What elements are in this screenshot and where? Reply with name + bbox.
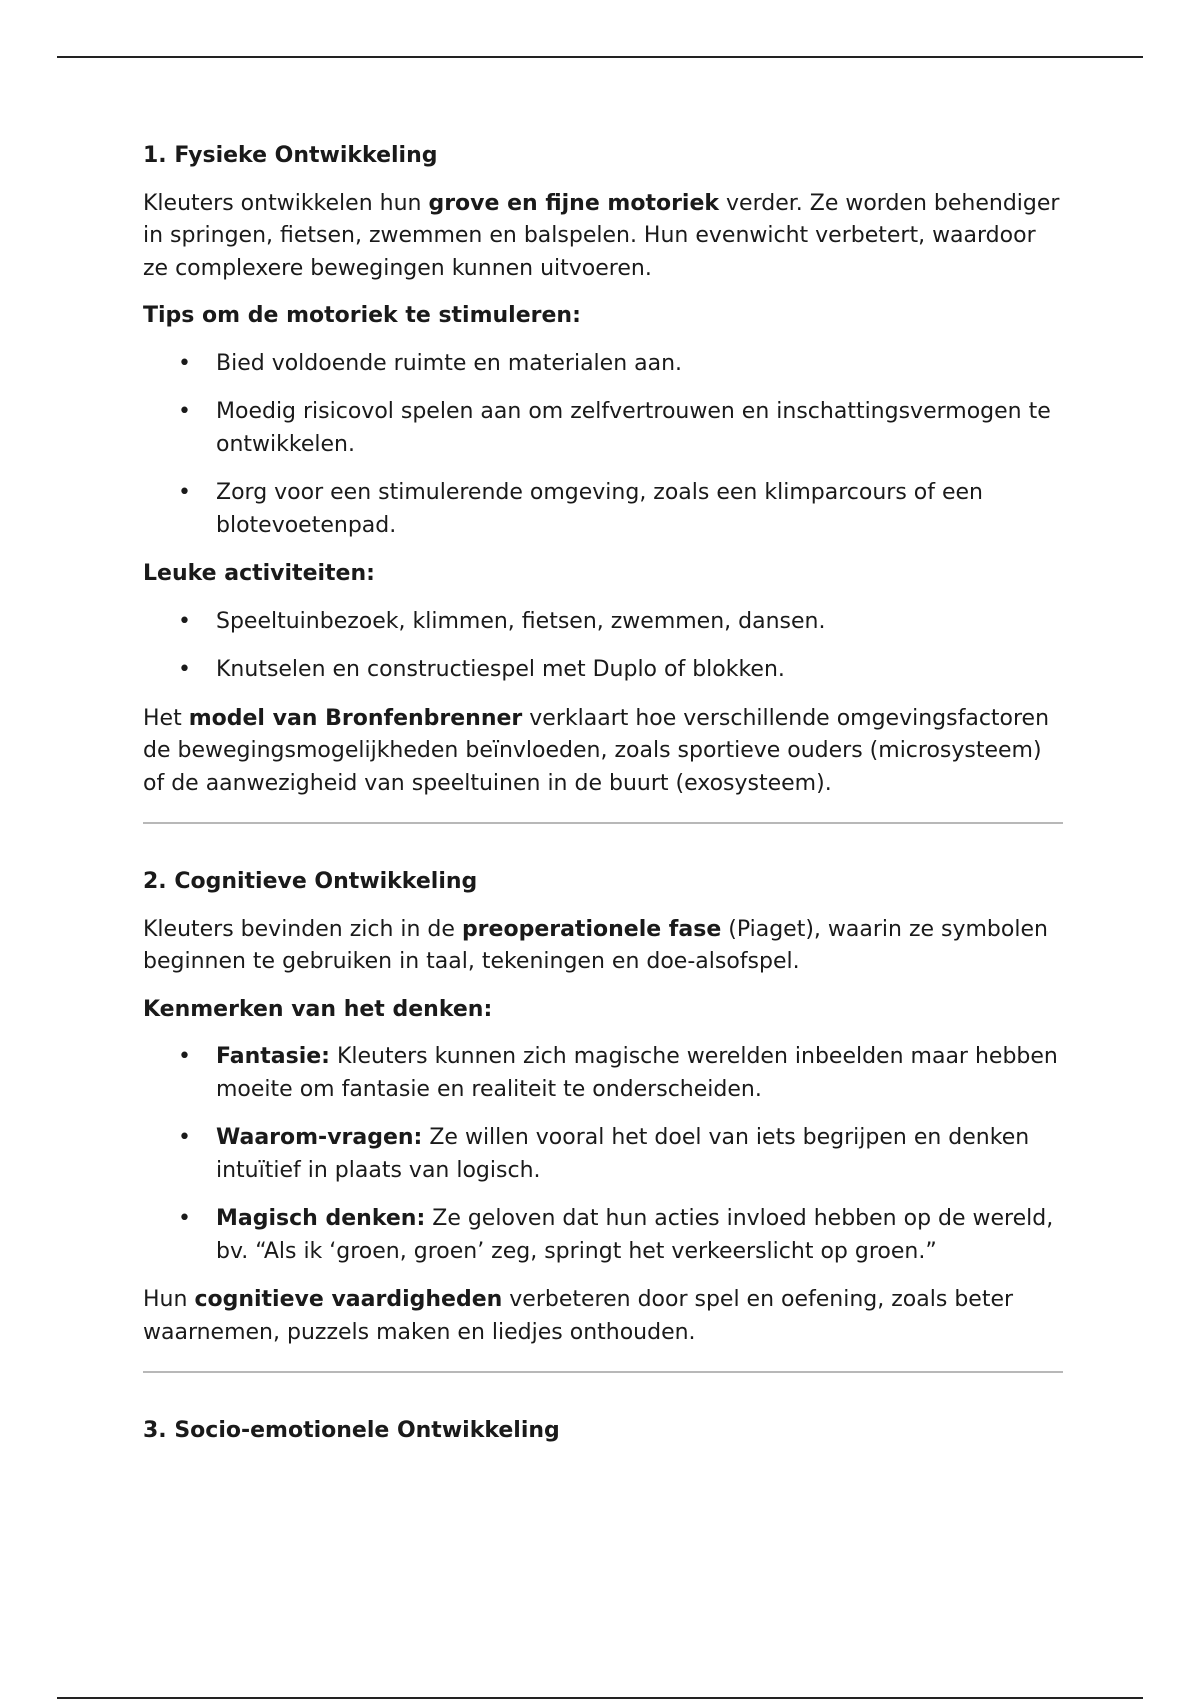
page-top-rule [57, 56, 1143, 58]
activities-list [143, 606, 1063, 687]
list-item: • Waarom-vragen: Ze willen vooral het doel van iets begrijpen en denken intuïtief in plaats van logisch. [143, 1122, 1063, 1187]
list-item: • Zorg voor een stimulerende omgeving, zoals een klimparcours of een blotevoetenpad. [143, 477, 1063, 542]
section-cognitieve-ontwikkeling [143, 866, 1063, 1349]
section-outro-paragraph: Hun cognitieve vaardigheden verbeteren door spel en oefening, zoals beter waarnemen, puzzels maken en liedjes onthouden. [143, 1287, 1014, 1345]
traits-subheading: Kenmerken van het denken: [143, 996, 493, 1022]
traits-list [143, 1041, 1063, 1268]
list-item: • Moedig risicovol spelen aan om zelfvertrouwen en inschattingsvermogen te ontwikkelen. [143, 396, 1063, 461]
section-intro-paragraph: Kleuters ontwikkelen hun grove en fijne motoriek verder. Ze worden behendiger in springen, fietsen, zwemmen en balspelen. Hun evenwicht verbetert, waardoor ze complexere bewegingen kunnen uitvoeren. [143, 190, 1060, 281]
section-intro-paragraph: Kleuters bevinden zich in de preoperationele fase (Piaget), waarin ze symbolen beginnen te gebruiken in taal, tekeningen en doe-alsofspel. [143, 916, 1048, 974]
term-label: Magisch denken: [216, 1206, 426, 1231]
document-body [143, 140, 1063, 1463]
tips-subheading: Tips om de motoriek te stimuleren: [143, 303, 581, 328]
section-divider [143, 1371, 1063, 1373]
activities-subheading: Leuke activiteiten: [143, 561, 375, 586]
emphasis-text: cognitieve vaardigheden [194, 1287, 503, 1312]
section-fysieke-ontwikkeling [143, 140, 1063, 800]
list-item: • Bied voldoende ruimte en materialen aan. [143, 348, 1063, 381]
emphasis-text: model van Bronfenbrenner [188, 705, 523, 731]
tips-list [143, 348, 1063, 543]
list-item: • Magisch denken: Ze geloven dat hun acties invloed hebben op de wereld, bv. “Als ik ‘groen, groen’ zeg, springt het verkeerslicht op groen.” [143, 1203, 1063, 1268]
emphasis-text: grove en fijne motoriek [428, 190, 720, 216]
bullet-icon: • [178, 350, 191, 376]
term-label: Fantasie: [216, 1044, 330, 1069]
term-label: Waarom-vragen: [216, 1125, 423, 1150]
page-bottom-rule [57, 1697, 1143, 1699]
section-divider [143, 822, 1063, 824]
section-socio-emotionele-ontwikkeling [143, 1415, 1063, 1448]
bullet-icon: • [178, 1125, 191, 1150]
bullet-icon: • [178, 1044, 191, 1069]
section-heading: 3. Socio-emotionele Ontwikkeling [143, 1418, 560, 1443]
list-item: • Knutselen en constructiespel met Duplo of blokken. [143, 654, 1063, 687]
bullet-icon: • [178, 1206, 191, 1231]
bullet-icon: • [178, 480, 191, 505]
section-heading: 1. Fysieke Ontwikkeling [143, 143, 438, 168]
list-item: • Speeltuinbezoek, klimmen, fietsen, zwemmen, dansen. [143, 606, 1063, 639]
section-heading: 2. Cognitieve Ontwikkeling [143, 869, 478, 894]
bullet-icon: • [178, 399, 191, 424]
bullet-icon: • [178, 608, 191, 634]
emphasis-text: preoperationele fase [461, 916, 722, 942]
bullet-icon: • [178, 657, 191, 682]
list-item: • Fantasie: Kleuters kunnen zich magische werelden inbeelden maar hebben moeite om fantasie en realiteit te onderscheiden. [143, 1041, 1063, 1106]
section-outro-paragraph: Het model van Bronfenbrenner verklaart hoe verschillende omgevingsfactoren de bewegingsmogelijkheden beïnvloeden, zoals sportieve ouders (microsysteem) of de aanwezigheid van speeltuinen in de buurt (exosysteem). [143, 705, 1050, 796]
